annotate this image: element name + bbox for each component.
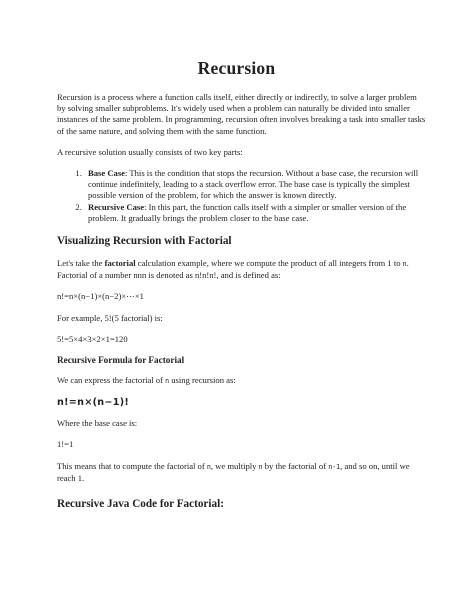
meaning-d: , and so on, until we reach 1. — [57, 460, 410, 483]
factorial-intro-paragraph — [57, 258, 426, 281]
list-item-recursive-case — [84, 202, 426, 224]
heading-recursive-formula: Recursive Formula for Factorial — [57, 355, 185, 366]
term-recursive-case: Recursive Case — [88, 201, 145, 212]
factorial-intro-a: Let's take the — [57, 258, 105, 269]
inline-code-n: n — [206, 462, 211, 471]
page-title: Recursion — [197, 58, 276, 78]
meaning-c: by the factorial of — [262, 460, 329, 471]
base-case-text: : This is the condition that stops the recursion. Without a base case, the recursion will continue indefinitely, leading to a stack overflow error. The base case is typically the simplest possible version of the problem, for which the answer is known directly. — [88, 168, 419, 201]
heading-visualizing: Visualizing Recursion with Factorial — [57, 235, 232, 248]
example-formula: 5!=5×4×3×2×1=120 — [57, 333, 128, 344]
intro-paragraph: Recursion is a process where a function calls itself, either directly or indirectly, to solve a larger problem by solving smaller subproblems. It's widely used when a problem can naturally be divided into smaller instances of the same problem. In programming, recursion often involves breaking a task into smaller tasks of the same nature, and solving them with the same function. — [57, 92, 426, 136]
definition-formula: n!=n×(n−1)×(n−2)×⋯×1 — [57, 291, 144, 302]
example-line: For example, 5!(5 factorial) is: — [57, 312, 163, 323]
meaning-paragraph — [57, 461, 426, 484]
recursive-formula: n!=n×(n−1)! — [57, 397, 130, 409]
parts-intro: A recursive solution usually consists of two key parts: — [57, 146, 243, 157]
express-line — [57, 375, 426, 387]
inline-code-n: n — [402, 260, 407, 269]
express-a: We can express the factorial of — [57, 375, 166, 386]
heading-java-code: Recursive Java Code for Factorial: — [57, 498, 224, 511]
factorial-intro-c: calculation example, where we compute the product of all integers from 1 to — [135, 258, 403, 269]
factorial-intro-d: . Factorial of a number nnn is denoted as n!n!n!, and is defined as: — [57, 258, 409, 281]
factorial-intro-bold: factorial — [104, 258, 136, 269]
recursive-case-text: : In this part, the function calls itself with a simpler or smaller version of the problem. It gradually brings the problem closer to the base case. — [88, 201, 407, 223]
inline-code-n: n — [258, 462, 263, 471]
base-formula: 1!=1 — [57, 439, 74, 450]
base-case-line: Where the base case is: — [57, 418, 138, 429]
term-base-case: Base Case — [88, 168, 125, 179]
inline-code-n: n — [165, 377, 170, 386]
parts-list — [57, 168, 426, 224]
list-item-base-case — [84, 168, 426, 202]
inline-code-n-minus-1: n-1 — [328, 462, 341, 471]
meaning-b: , we multiply — [210, 460, 259, 471]
express-b: using recursion as: — [169, 375, 236, 386]
meaning-a: This means that to compute the factorial of — [57, 460, 207, 471]
